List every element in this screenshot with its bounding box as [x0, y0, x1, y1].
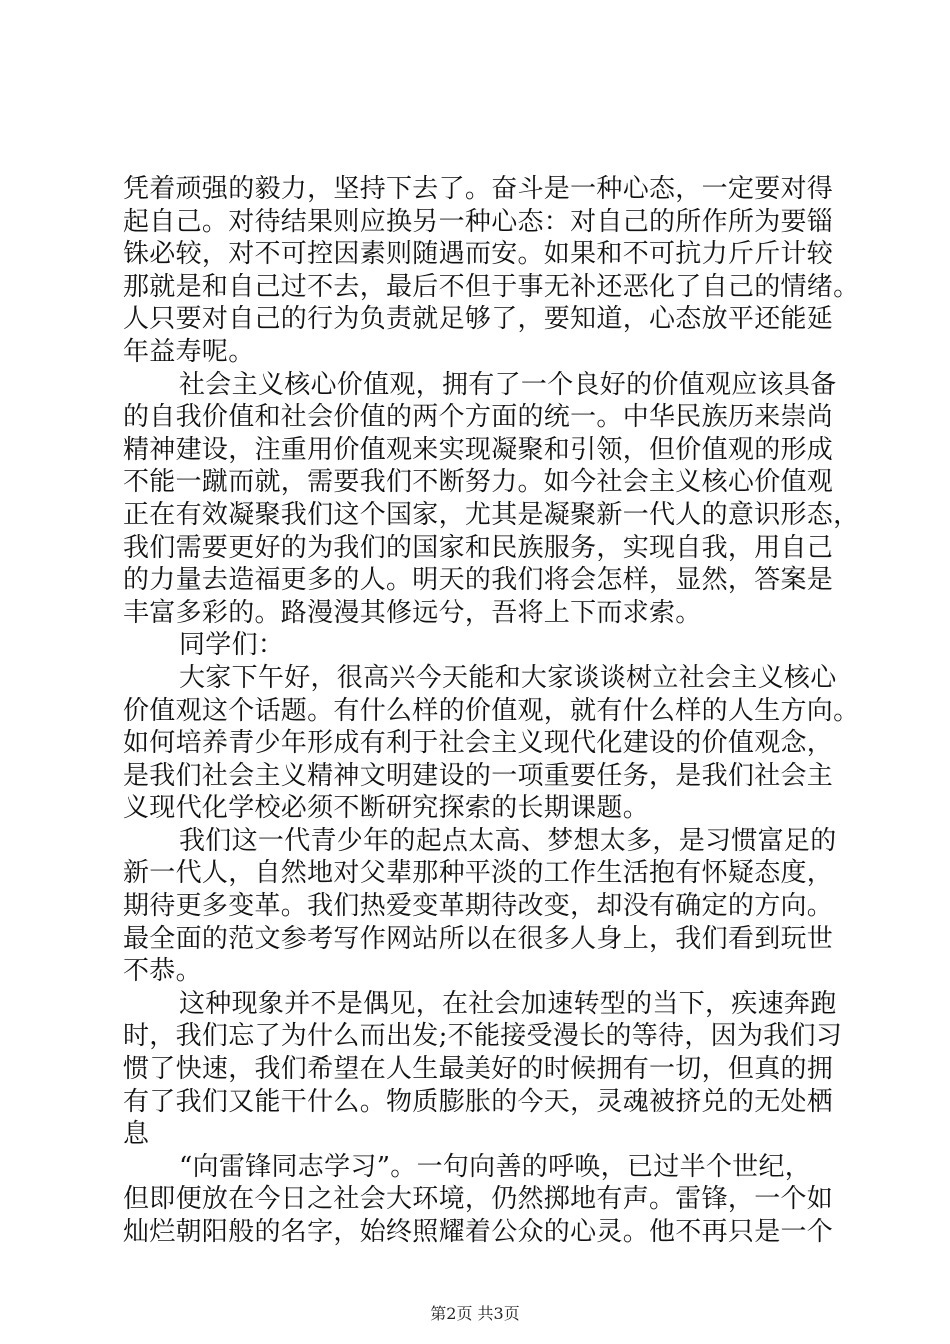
body-text — [123, 173, 863, 1249]
text-line: 价值观这个话题。有什么样的价值观，就有什么样的人生方向。 — [123, 695, 860, 726]
text-line: 这种现象并不是偶见，在社会加速转型的当下，疾速奔跑 — [179, 988, 837, 1019]
text-line: 灿烂朝阳般的名字，始终照耀着公众的心灵。他不再只是一个 — [123, 1217, 834, 1247]
text-line: 不能一蹴而就，需要我们不断努力。如今社会主义核心价值观 — [123, 467, 834, 498]
text-line: 是我们社会主义精神文明建设的一项重要任务，是我们社会主 — [123, 760, 834, 791]
text-line: 我们需要更好的为我们的国家和民族服务，实现自我，用自己 — [123, 532, 834, 563]
text-line: 如何培养青少年形成有利于社会主义现代化建设的价值观念， — [123, 728, 834, 759]
text-line: 年益寿呢。 — [123, 336, 255, 367]
text-line: 我们这一代青少年的起点太高、梦想太多，是习惯富足的 — [179, 825, 837, 856]
text-line: 大家下午好，很高兴今天能和大家谈谈树立社会主义核心 — [179, 662, 837, 693]
page-footer: 第2页 共3页 — [430, 1304, 520, 1323]
text-line: 的力量去造福更多的人。明天的我们将会怎样，显然，答案是 — [123, 565, 834, 596]
text-line: 期待更多变革。我们热爱变革期待改变，却没有确定的方向。 — [123, 891, 834, 922]
text-line: 有了我们又能干什么。物质膨胀的今天，灵魂被挤兑的无处栖 — [123, 1086, 834, 1117]
text-line: 丰富多彩的。路漫漫其修远兮，吾将上下而求索。 — [123, 597, 702, 628]
text-line: 同学们： — [179, 630, 285, 661]
text-line: “向雷锋同志学习”。一句向善的呼唤，已过半个世纪， — [179, 1151, 812, 1182]
text-line: 息 — [123, 1119, 150, 1150]
text-line: 义现代化学校必须不断研究探索的长期课题。 — [123, 793, 650, 824]
text-line: 新一代人，自然地对父辈那种平淡的工作生活抱有怀疑态度， — [123, 858, 834, 889]
text-line: 最全面的范文参考写作网站所以在很多人身上，我们看到玩世 — [123, 923, 834, 954]
text-line: 但即便放在今日之社会大环境，仍然掷地有声。雷锋，一个如 — [123, 1184, 834, 1215]
text-line: 人只要对自己的行为负责就足够了，要知道，心态放平还能延 — [123, 304, 834, 335]
text-line: 那就是和自己过不去，最后不但于事无补还恶化了自己的情绪。 — [123, 271, 860, 302]
text-line: 时，我们忘了为什么而出发;不能接受漫长的等待，因为我们习 — [123, 1021, 843, 1052]
text-line: 不恭。 — [123, 956, 202, 987]
text-line: 正在有效凝聚我们这个国家，尤其是凝聚新一代人的意识形态， — [123, 499, 860, 530]
text-line: 起自己。对待结果则应换另一种心态：对自己的所作所为要锱 — [123, 206, 834, 237]
text-line: 的自我价值和社会价值的两个方面的统一。中华民族历来崇尚 — [123, 402, 834, 433]
text-line: 凭着顽强的毅力，坚持下去了。奋斗是一种心态，一定要对得 — [123, 174, 834, 204]
text-line: 精神建设，注重用价值观来实现凝聚和引领，但价值观的形成 — [123, 434, 834, 465]
text-line: 社会主义核心价值观，拥有了一个良好的价值观应该具备 — [179, 369, 837, 400]
text-line: 惯了快速，我们希望在人生最美好的时候拥有一切，但真的拥 — [123, 1054, 834, 1085]
text-line: 铢必较，对不可控因素则随遇而安。如果和不可抗力斤斤计较 — [123, 239, 834, 270]
